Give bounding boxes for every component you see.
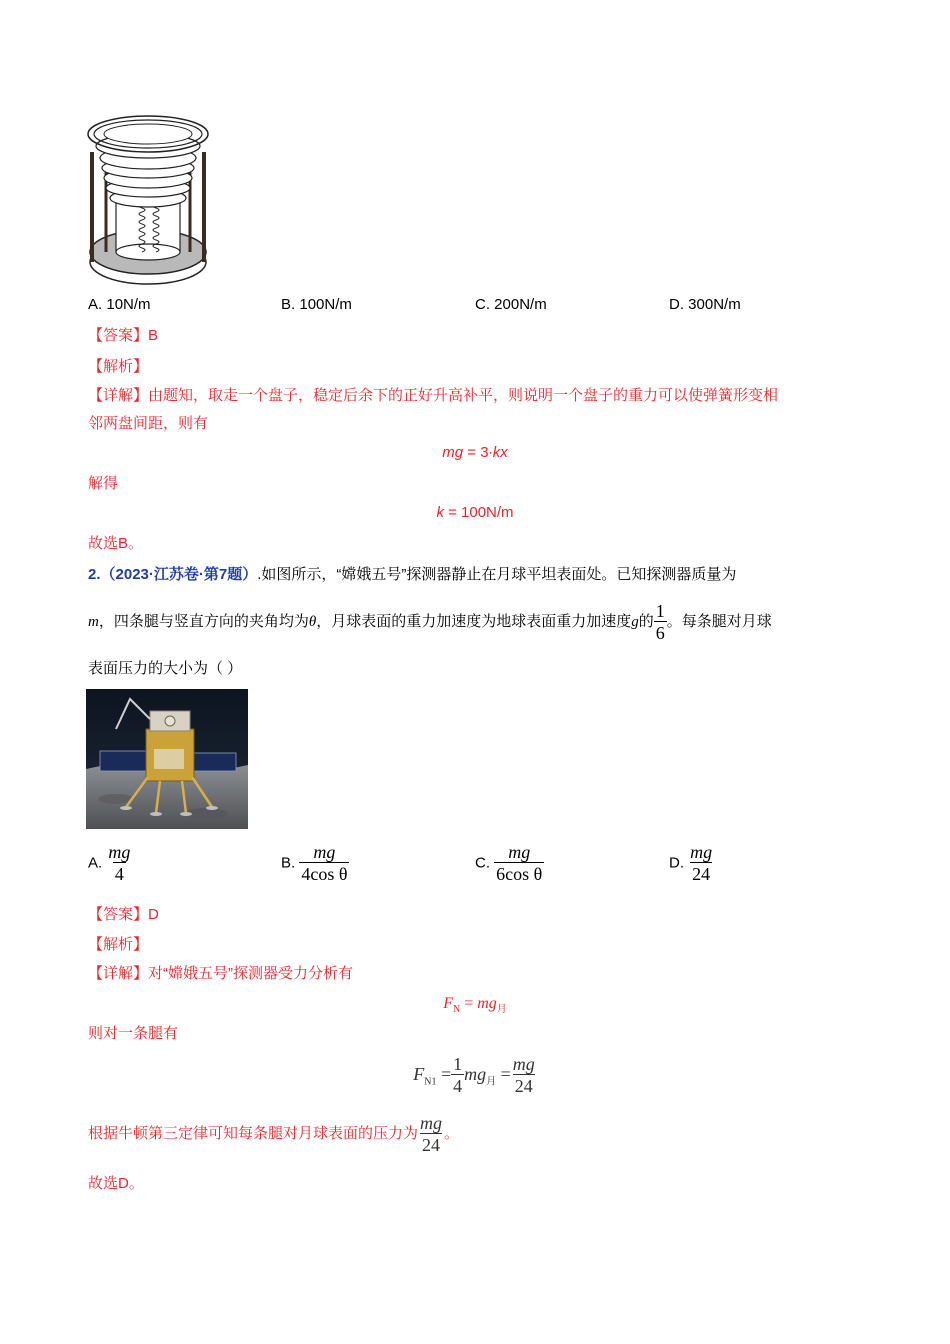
q1-answer: 【答案】B — [88, 327, 159, 344]
q2-analysis-label: 【解析】 — [88, 936, 149, 953]
q1-detail-line1: 【详解】由题知，取走一个盘子，稳定后余下的正好升高补平，则说明一个盘子的重力可以使弹簧形变相 — [88, 387, 779, 404]
q1-analysis-label: 【解析】 — [88, 358, 149, 375]
q1-option-a: A. 10N/m — [88, 296, 151, 313]
q2-answer: 【答案】D — [88, 906, 159, 923]
q1-option-d: D. 300N/m — [669, 296, 741, 313]
q1-option-b: B. 100N/m — [281, 296, 352, 313]
q2-equation-2: $F_{N1}$ = $\frac{1}{4}$ $mg_月$ = $\frac{mg}{24}$ — [413, 1054, 535, 1097]
q1-equation-2: k = 100N/m — [436, 504, 514, 521]
spring-plate-apparatus-figure — [86, 112, 218, 290]
q2-stem-line1: 2.（2023·江苏卷·第7题）.如图所示，“嫦娥五号”探测器静止在月球平坦表面处。已知探测器质量为 — [88, 566, 737, 583]
q2-stem-line2: m，四条腿与竖直方向的夹角均为θ，月球表面的重力加速度为地球表面重力加速度g的 $\frac{1}{6}$ 。每条腿对月球 — [88, 600, 772, 643]
q2-option-b: B. $\frac{mg}{\text{4cos θ}}$ — [281, 842, 348, 884]
q1-detail-line2: 邻两盘间距，则有 — [88, 415, 209, 432]
q1-solve-label: 解得 — [88, 475, 119, 492]
q2-stem-fraction: $\frac{1}{6}$ — [655, 600, 665, 643]
q1-conclusion: 故选B。 — [88, 535, 144, 552]
q2-per-leg-label: 则对一条腿有 — [88, 1025, 179, 1042]
q2-newton-line: 根据牛顿第三定律可知每条腿对月球表面的压力为 $\frac{mg}{24}$ 。 — [88, 1112, 460, 1155]
q2-stem-line3: 表面压力的大小为（ ） — [88, 660, 243, 677]
q2-option-d: D. $\frac{mg}{24}$ — [669, 842, 713, 884]
q1-equation-1: mg = 3∙kx — [442, 444, 508, 461]
q2-conclusion: 故选D。 — [88, 1175, 144, 1192]
q2-option-c: C. $\frac{mg}{\text{6cos θ}}$ — [475, 842, 543, 884]
q2-option-a: A. $\frac{mg}{4}$ — [88, 842, 131, 884]
q1-option-c: C. 200N/m — [475, 296, 547, 313]
q2-detail-line: 【详解】对“嫦娥五号”探测器受力分析有 — [88, 965, 354, 982]
q2-equation-1: $F_N = mg_月$ — [443, 995, 507, 1016]
lunar-lander-photo — [86, 689, 248, 829]
